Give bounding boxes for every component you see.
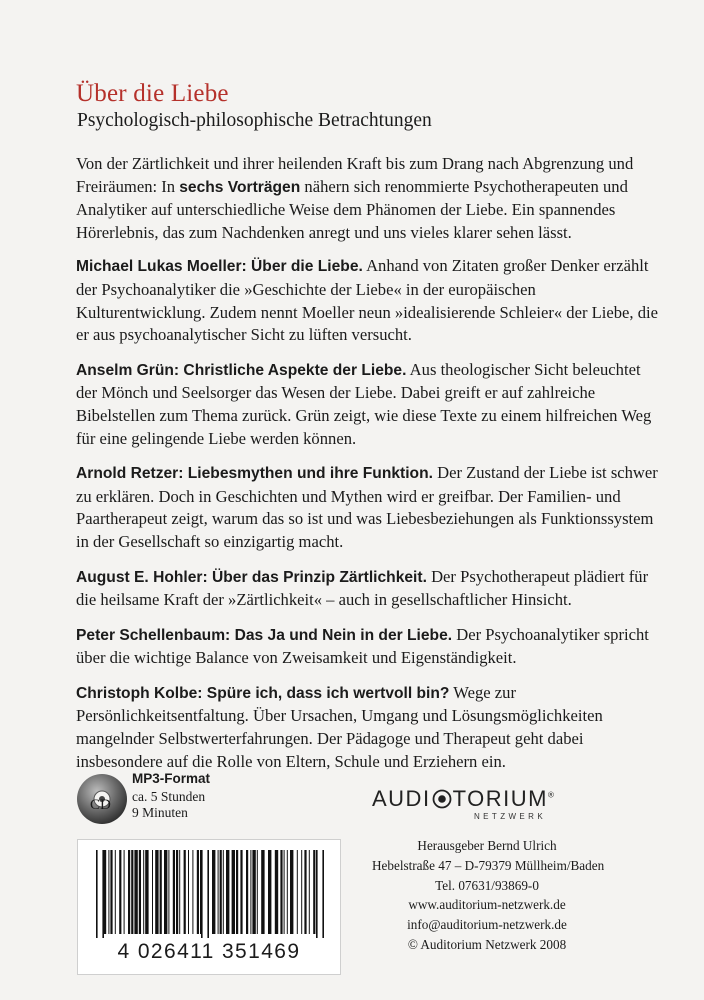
- duration-minutes: 9 Minuten: [132, 805, 188, 820]
- lecture-heading: Michael Lukas Moeller: Über die Liebe.: [76, 258, 363, 276]
- imprint-line: Tel. 07631/93869-0: [435, 877, 539, 893]
- lecture-text: Anhand von Zitaten großer Denker erzählt der Psychoanalytiker die »Geschichte der Liebe« in der europäischen Kulturentwicklung. Zudem nennt Moeller neun »idealisierende Schleier« der Liebe, die er aus psychoanalytischer Sicht zu lüften versucht.: [76, 256, 658, 345]
- imprint: [372, 836, 605, 955]
- intro-text-end: nähern sich renommierte Psychotherapeuten und Analytiker auf unterschiedliche Weise dem Phänomen der Liebe. Ein spannendes Hörerlebnis, das zum Nachdenken anregt und uns vieles klarer sehen lässt.: [76, 176, 628, 242]
- lecture-text: Der Psychoanalytiker spricht über die wichtige Balance von Zweisamkeit und Eigenständigkeit.: [76, 624, 649, 668]
- logo-eye-icon: [432, 789, 452, 809]
- lecture-paragraph: [76, 566, 658, 612]
- cd-label: CD: [90, 797, 111, 813]
- lecture-heading: Peter Schellenbaum: Das Ja und Nein in der Liebe.: [76, 626, 453, 644]
- imprint-line: Hebelstraße 47 – D-79379 Müllheim/Baden: [372, 857, 605, 873]
- lecture-paragraph: [76, 624, 658, 670]
- lecture-heading: Anselm Grün: Christliche Aspekte der Liebe.: [76, 361, 407, 379]
- email-link[interactable]: info@auditorium-netzwerk.de: [407, 917, 567, 933]
- intro-highlight: sechs Vorträgen: [179, 178, 301, 196]
- lecture-paragraph: [76, 462, 658, 553]
- publisher-logo: [372, 786, 592, 826]
- lecture-heading: Arnold Retzer: Liebesmythen und ihre Funktion.: [76, 465, 433, 483]
- duration-hours: ca. 5 Stunden: [132, 789, 206, 804]
- lecture-text: Der Zustand der Liebe ist schwer zu erklären. Doch in Geschichten und Mythen wird er greifbar. Der Familien- und Paartherapeut zeigt, warum das so ist und was Liebesbeziehungen als Funktionssystem in der Gesellschaft so einzigartig macht.: [76, 463, 658, 551]
- lecture-heading: August E. Hohler: Über das Prinzip Zärtlichkeit.: [76, 568, 427, 586]
- format-info: [76, 771, 256, 831]
- logo-subtitle: NETZWERK: [474, 812, 547, 821]
- lecture-paragraph: [76, 682, 658, 773]
- barcode-bars: [88, 850, 330, 938]
- website-link[interactable]: www.auditorium-netzwerk.de: [408, 897, 566, 913]
- lecture-paragraph: [76, 255, 658, 346]
- lecture-text: Aus theologischer Sicht beleuchtet der Mönch und Seelsorger das Wesen der Liebe. Dabei greift er auf zahlreiche Bibelstellen zum Thema zurück. Grün zeigt, wie diese Texte zu einem hilfreichen Weg für eine gelingende Liebe werden können.: [76, 359, 652, 448]
- lecture-text: Der Psychotherapeut plädiert für die heilsame Kraft der »Zärtlichkeit« – auch in gesellschaftlicher Hinsicht.: [76, 566, 649, 610]
- imprint-line: Herausgeber Bernd Ulrich: [417, 838, 557, 853]
- page-title: Über die Liebe: [76, 80, 229, 107]
- imprint-line: © Auditorium Netzwerk 2008: [407, 936, 567, 952]
- page-subtitle: Psychologisch-philosophische Betrachtungen: [77, 110, 432, 131]
- registered-mark: ®: [547, 790, 556, 800]
- lecture-paragraph: [76, 359, 658, 450]
- barcode: [77, 839, 341, 975]
- intro-paragraph: [76, 153, 658, 244]
- lecture-text: Wege zur Persönlichkeitsentfaltung. Über Ursachen, Umgang und Lösungsmöglichkeiten mangelnder Selbstwerterfahrungen. Der Pädagoge und Therapeut geht dabei insbesondere auf die Rolle von Eltern, Schule und Erziehern ein.: [76, 682, 603, 771]
- intro-text-start: Von der Zärtlichkeit und ihrer heilenden Kraft bis zum Drang nach Abgrenzung und Freiräumen: In: [76, 154, 634, 196]
- format-label: MP3-Format: [132, 771, 211, 786]
- description-text: [76, 153, 658, 785]
- barcode-digits: 4 026411 351469: [117, 940, 301, 963]
- logo-wordmark: AUDI TORIUM®: [372, 786, 556, 811]
- lecture-heading: Christoph Kolbe: Spüre ich, dass ich wertvoll bin?: [76, 684, 450, 702]
